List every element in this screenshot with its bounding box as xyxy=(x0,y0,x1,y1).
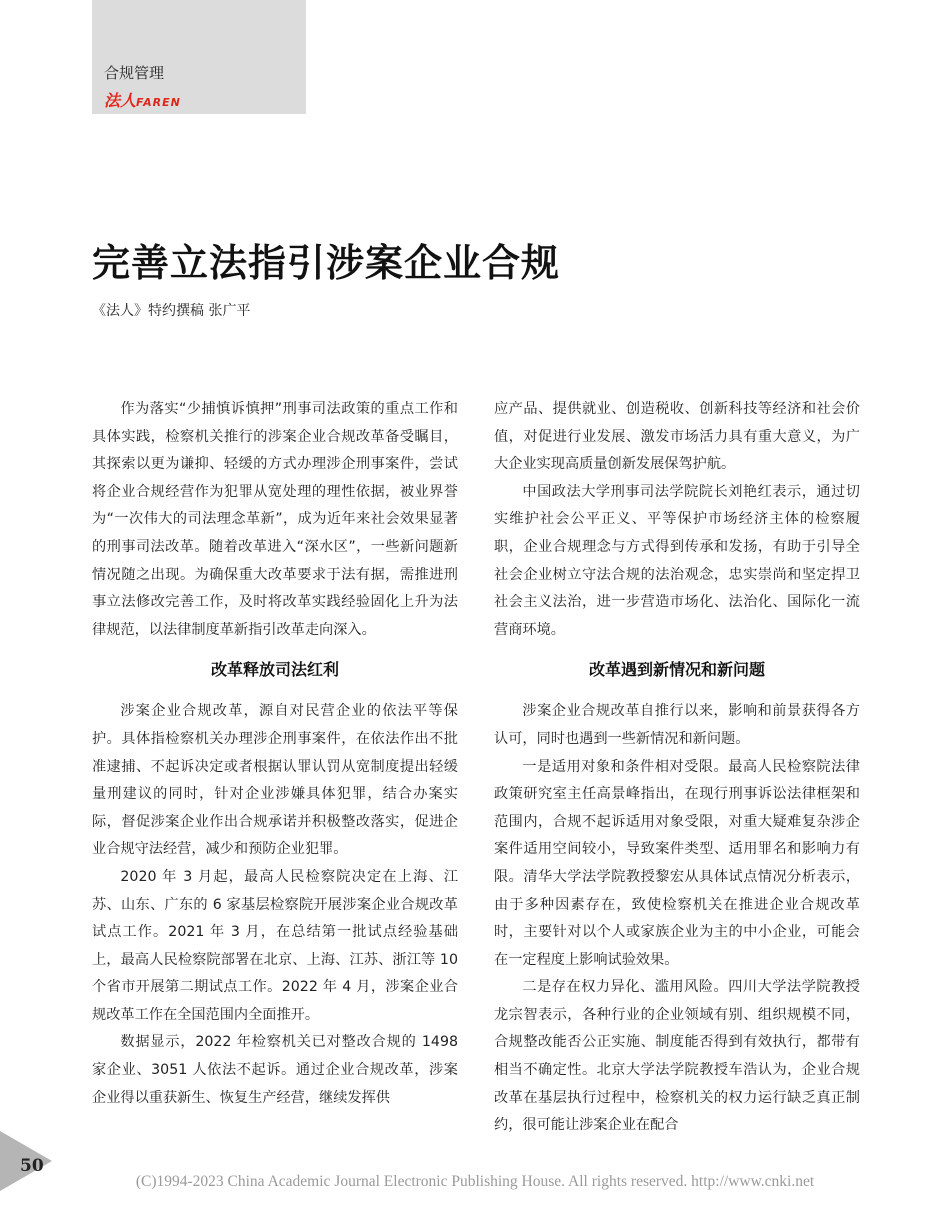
paragraph: 二是存在权力异化、滥用风险。四川大学法学院教授龙宗智表示，各种行业的企业领域有别、组织规模不同，合规整改能否公正实施、制度能否得到有效执行，都带有相当不确定性。北京大学法学院教授车浩认为，企业合规改革在基层执行过程中，检察机关的权力运行缺乏真正制约，很可能让涉案企业在配合 xyxy=(494,979,860,1134)
section-heading: 改革释放司法红利 xyxy=(210,660,339,680)
section-header-box xyxy=(92,0,306,114)
left-column xyxy=(92,396,458,1112)
paragraph-continued: 应产品、提供就业、创造税收、创新科技等经济和社会价值，对促进行业发展、激发市场活力具有重大意义，为广大企业实现高质量创新发展保驾护航。 xyxy=(494,401,860,473)
article-byline: 《法人》特约撰稿 张广平 xyxy=(92,303,251,319)
logo-chinese: 法人 xyxy=(104,91,137,110)
paragraph: 一是适用对象和条件相对受限。最高人民检察院法律政策研究室主任高景峰指出，在现行刑事诉讼法律框架和范围内，合规不起诉适用对象受限，对重大疑难复杂涉企案件适用空间较小，导致案件类型、适用罪名和影响力有限。清华大学法学院教授黎宏从具体试点情况分析表示，由于多种因素存在，致使检察机关在推进企业合规改革时，主要针对以个人或家族企业为主的中小企业，可能会在一定程度上影响试验效果。 xyxy=(494,758,860,968)
right-column xyxy=(494,396,860,1140)
magazine-logo xyxy=(104,88,181,111)
paragraph: 中国政法大学刑事司法学院院长刘艳红表示，通过切实维护社会公平正义、平等保护市场经济主体的检察履职，企业合规理念与方式得到传承和发扬，有助于引导全社会企业树立守法合规的法治观念，忠实崇尚和坚定捍卫社会主义法治，进一步营造市场化、法治化、国际化一流营商环境。 xyxy=(494,483,860,638)
paragraph: 数据显示，2022 年检察机关已对整改合规的 1498 家企业、3051 人依法不起诉。通过企业合规改革，涉案企业得以重获新生、恢复生产经营，继续发挥供 xyxy=(92,1034,458,1106)
section-heading: 改革遇到新情况和新问题 xyxy=(588,660,765,680)
page-number: 50 xyxy=(20,1156,44,1176)
section-label: 合规管理 xyxy=(104,64,165,82)
logo-latin: FAREN xyxy=(136,96,181,109)
paragraph: 涉案企业合规改革自推行以来，影响和前景获得各方认可，同时也遇到一些新情况和新问题。 xyxy=(494,703,860,747)
paragraph: 作为落实“少捕慎诉慎押”刑事司法政策的重点工作和具体实践，检察机关推行的涉案企业合规改革备受瞩目，其探索以更为谦抑、轻缓的方式办理涉企刑事案件，尝试将企业合规经营作为犯罪从宽处理的理性依据，被业界誉为“一次伟大的司法理念革新”，成为近年来社会效果显著的刑事司法改革。随着改革进入“深水区”，一些新问题新情况随之出现。为确保重大改革要求于法有据，需推进刑事立法修改完善工作，及时将改革实践经验固化上升为法律规范，以法律制度革新指引改革走向深入。 xyxy=(92,401,458,638)
copyright-footer: (C)1994-2023 China Academic Journal Electronic Publishing House. All rights reserved. http://www.cnki.net xyxy=(135,1173,815,1190)
article-title: 完善立法指引涉案企业合规 xyxy=(92,241,561,285)
paragraph: 涉案企业合规改革，源自对民营企业的依法平等保护。具体指检察机关办理涉企刑事案件，在依法作出不批准逮捕、不起诉决定或者根据认罪认罚从宽制度提出轻缓量刑建议的同时，针对企业涉嫌具体犯罪，结合办案实际，督促涉案企业作出合规承诺并积极整改落实，促进企业合规守法经营，减少和预防企业犯罪。 xyxy=(92,703,458,858)
paragraph: 2020 年 3 月起，最高人民检察院决定在上海、江苏、山东、广东的 6 家基层检察院开展涉案企业合规改革试点工作。2021 年 3 月，在总结第一批试点经验基础上，最高人民检察院部署在北京、上海、江苏、浙江等 10 个省市开展第二期试点工作。2022 年 4 月，涉案企业合规改革工作在全国范围内全面推开。 xyxy=(92,868,458,1023)
